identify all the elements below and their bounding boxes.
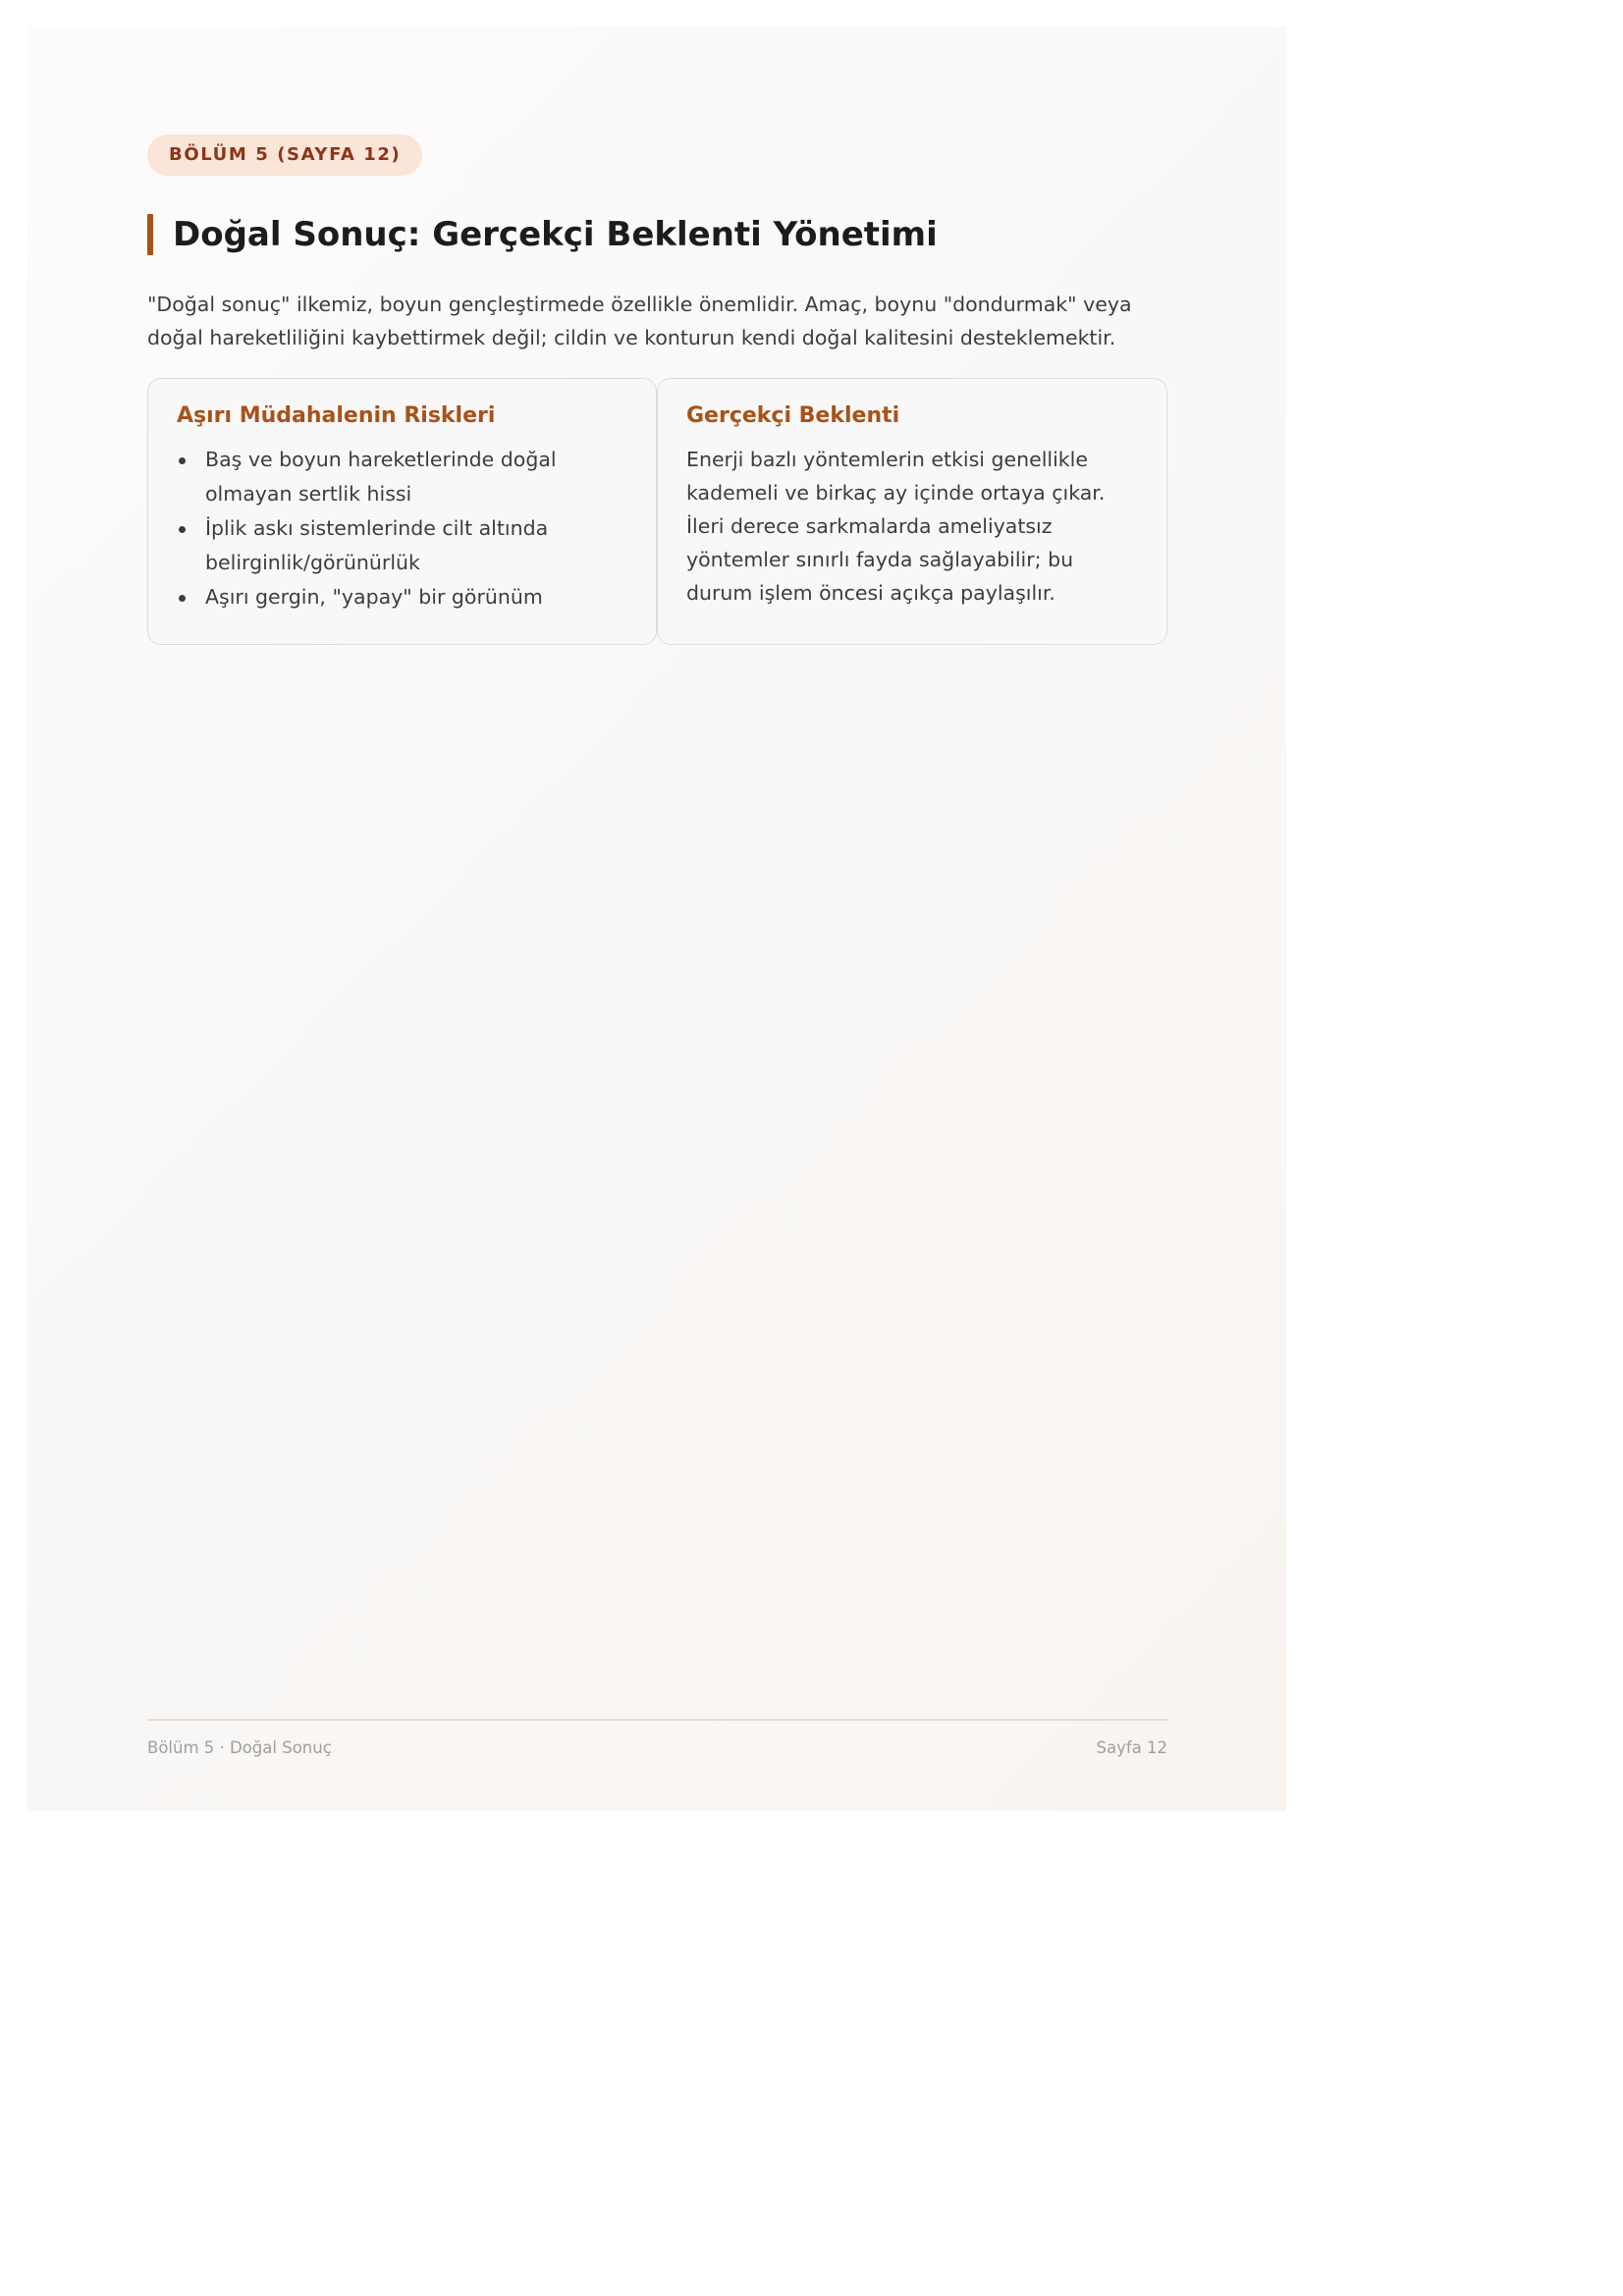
bullet-icon bbox=[179, 457, 186, 464]
heading-accent-bar bbox=[147, 214, 153, 255]
footer-page-number: Sayfa 12 bbox=[1096, 1738, 1167, 1757]
list-item-text: Aşırı gergin, "yapay" bir görünüm bbox=[205, 585, 543, 609]
risks-card bbox=[147, 378, 657, 645]
footer-section-label: Bölüm 5 · Doğal Sonuç bbox=[147, 1738, 332, 1757]
list-item bbox=[205, 580, 628, 614]
footer-divider bbox=[147, 1719, 1167, 1721]
list-item-text: İplik askı sistemlerinde cilt altında belirginlik/görünürlük bbox=[205, 516, 549, 574]
expectation-card-text: Enerji bazlı yöntemlerin etkisi genellikle kademeli ve birkaç ay içinde ortaya çıkar. İleri derece sarkmalarda ameliyatsız yöntemler sınırlı fayda sağlayabilir; bu durum işlem öncesi açıkça paylaşılır. bbox=[686, 448, 1106, 605]
risks-list bbox=[177, 443, 628, 614]
page-title: Doğal Sonuç: Gerçekçi Beklenti Yönetimi bbox=[173, 215, 938, 254]
bullet-icon bbox=[179, 595, 186, 602]
list-item bbox=[205, 443, 628, 511]
expectation-card-title: Gerçekçi Beklenti bbox=[686, 403, 900, 428]
list-item-text: Baş ve boyun hareketlerinde doğal olmayan sertlik hissi bbox=[205, 448, 557, 506]
expectation-card bbox=[657, 378, 1167, 645]
section-badge: BÖLÜM 5 (SAYFA 12) bbox=[147, 134, 422, 176]
document-page bbox=[27, 27, 1286, 1811]
bullet-icon bbox=[179, 526, 186, 533]
risks-card-title: Aşırı Müdahalenin Riskleri bbox=[177, 403, 496, 428]
heading-block bbox=[147, 214, 938, 255]
intro-paragraph: "Doğal sonuç" ilkemiz, boyun gençleştirmede özellikle önemlidir. Amaç, boynu "dondurmak" veya doğal hareketliliğini kaybettirmek değil; cildin ve konturun kendi doğal kalitesini desteklemektir. bbox=[147, 293, 1132, 349]
list-item bbox=[205, 511, 628, 580]
